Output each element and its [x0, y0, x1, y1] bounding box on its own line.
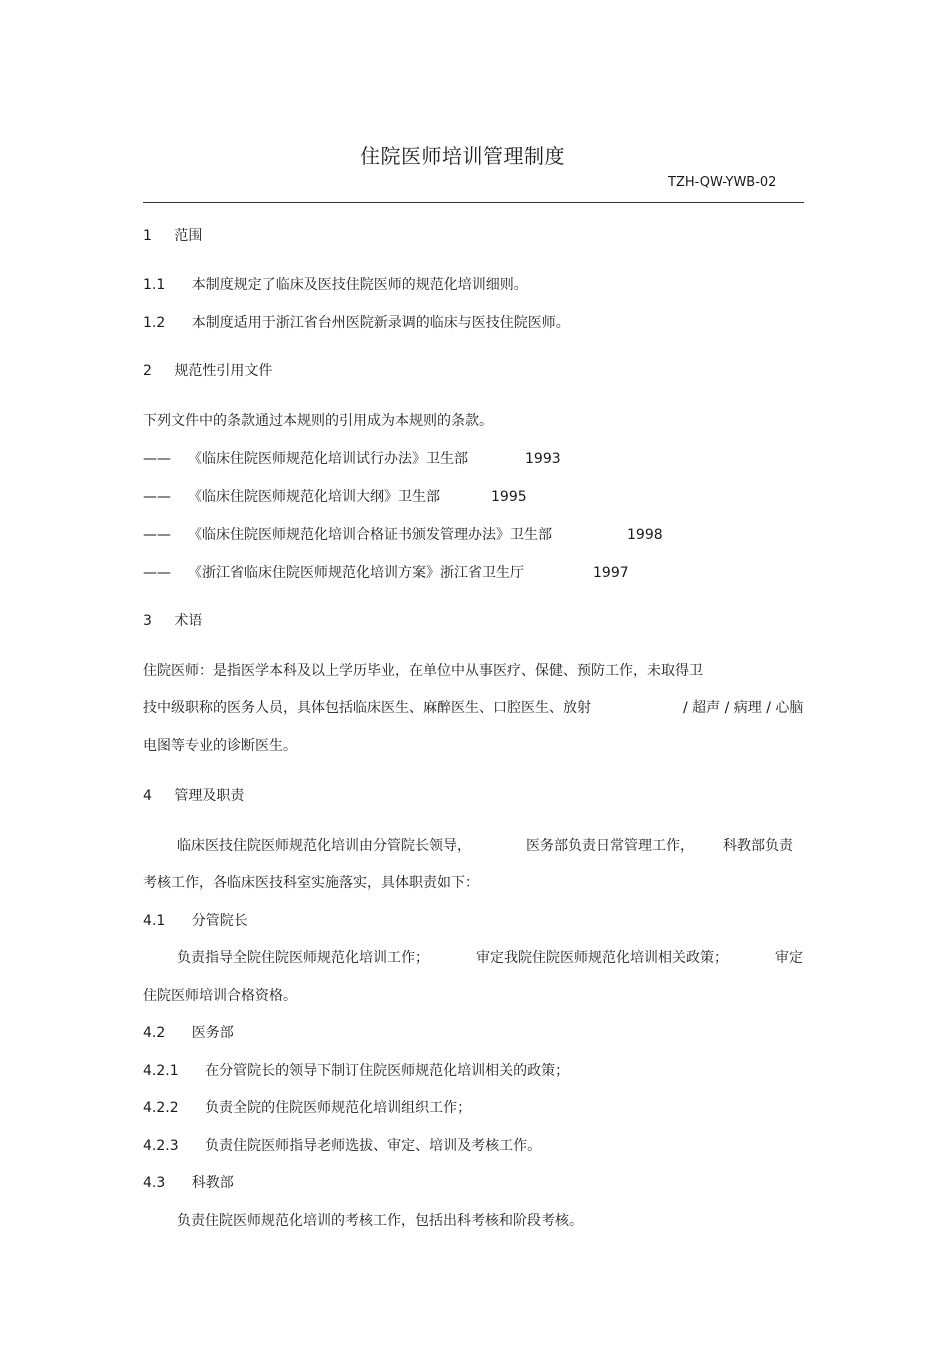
dash: —— [143, 451, 171, 467]
clause-title: 医务部 [191, 1025, 234, 1041]
clause-4-2-1 [143, 1062, 569, 1080]
definition-line: 电图等专业的诊断医生。 [143, 738, 297, 754]
clause-number: 4.1 [143, 913, 166, 929]
clause-text: 在分管院长的领导下制订住院医师规范化培训相关的政策； [205, 1063, 570, 1079]
section-title: 规范性引用文件 [174, 363, 273, 379]
clause-number: 1.2 [143, 315, 166, 331]
clause-number: 4.2 [143, 1025, 166, 1041]
clause-number: 4.2.3 [143, 1138, 179, 1154]
dash: —— [143, 489, 171, 505]
clause-text: 负责住院医师指导老师选拔、审定、培训及考核工作。 [205, 1138, 542, 1154]
clause-number: 4.2.1 [143, 1063, 179, 1079]
clause-title: 科教部 [191, 1175, 234, 1191]
definition-line: 技中级职称的医务人员，具体包括临床医生、麻醉医生、口腔医生、放射 [143, 700, 591, 716]
clause-text: 本制度适用于浙江省台州医院新录调的临床与医技住院医师。 [191, 315, 570, 331]
dash: —— [143, 565, 171, 581]
section-title: 术语 [174, 613, 203, 629]
paragraph-part: 审定 [775, 950, 803, 966]
clause-number: 4.2.2 [143, 1100, 179, 1116]
section-1-heading [143, 227, 202, 245]
paragraph-part: 负责指导全院住院医师规范化培训工作； [177, 950, 429, 966]
section-number: 1 [143, 228, 152, 244]
paragraph-part: 医务部负责日常管理工作， [526, 838, 694, 854]
section-number: 3 [143, 613, 152, 629]
section-title: 管理及职责 [174, 788, 245, 804]
header-divider [143, 202, 804, 203]
clause-1-1 [143, 276, 528, 294]
reference-item [143, 526, 171, 544]
section-3-heading [143, 612, 202, 630]
section-title: 范围 [174, 228, 203, 244]
clause-4-3-heading [143, 1174, 234, 1192]
definition-line-tail: / 超声 / 病理 / 心脑 [683, 700, 804, 716]
clause-text: 本制度规定了临床及医技住院医师的规范化培训细则。 [191, 277, 528, 293]
reference-title: 《浙江省临床住院医师规范化培训方案》浙江省卫生厅 [188, 565, 524, 581]
reference-title: 《临床住院医师规范化培训大纲》卫生部 [188, 489, 440, 505]
reference-year: 1995 [491, 489, 527, 505]
paragraph-part: 临床医技住院医师规范化培训由分管院长领导， [177, 838, 471, 854]
reference-item [143, 488, 171, 506]
section-4-heading [143, 787, 244, 805]
reference-title: 《临床住院医师规范化培训试行办法》卫生部 [188, 451, 468, 467]
paragraph-line: 负责住院医师规范化培训的考核工作，包括出科考核和阶段考核。 [177, 1213, 583, 1229]
section-number: 4 [143, 788, 152, 804]
section-number: 2 [143, 363, 152, 379]
reference-item [143, 564, 171, 582]
paragraph-part: 科教部负责 [723, 838, 793, 854]
paragraph-line: 住院医师培训合格资格。 [143, 988, 297, 1004]
definition-line: 住院医师：是指医学本科及以上学历毕业，在单位中从事医疗、保健、预防工作，未取得卫 [143, 663, 703, 679]
reference-year: 1993 [525, 451, 561, 467]
clause-4-2-heading [143, 1024, 234, 1042]
paragraph-line: 考核工作，各临床医技科室实施落实，具体职责如下： [143, 875, 479, 891]
paragraph-part: 审定我院住院医师规范化培训相关政策； [476, 950, 728, 966]
section-2-intro: 下列文件中的条款通过本规则的引用成为本规则的条款。 [143, 413, 493, 429]
reference-year: 1998 [627, 527, 663, 543]
document-code: TZH-QW-YWB-02 [668, 175, 777, 190]
clause-text: 负责全院的住院医师规范化培训组织工作； [205, 1100, 472, 1116]
dash: —— [143, 527, 171, 543]
reference-year: 1997 [593, 565, 629, 581]
clause-1-2 [143, 314, 570, 332]
section-2-heading [143, 362, 272, 380]
page-title: 住院医师培训管理制度 [360, 144, 565, 168]
clause-title: 分管院长 [191, 913, 248, 929]
clause-4-2-2 [143, 1099, 471, 1117]
clause-4-1-heading [143, 912, 248, 930]
clause-number: 1.1 [143, 277, 166, 293]
reference-item [143, 450, 171, 468]
clause-number: 4.3 [143, 1175, 166, 1191]
reference-title: 《临床住院医师规范化培训合格证书颁发管理办法》卫生部 [188, 527, 552, 543]
clause-4-2-3 [143, 1137, 541, 1155]
